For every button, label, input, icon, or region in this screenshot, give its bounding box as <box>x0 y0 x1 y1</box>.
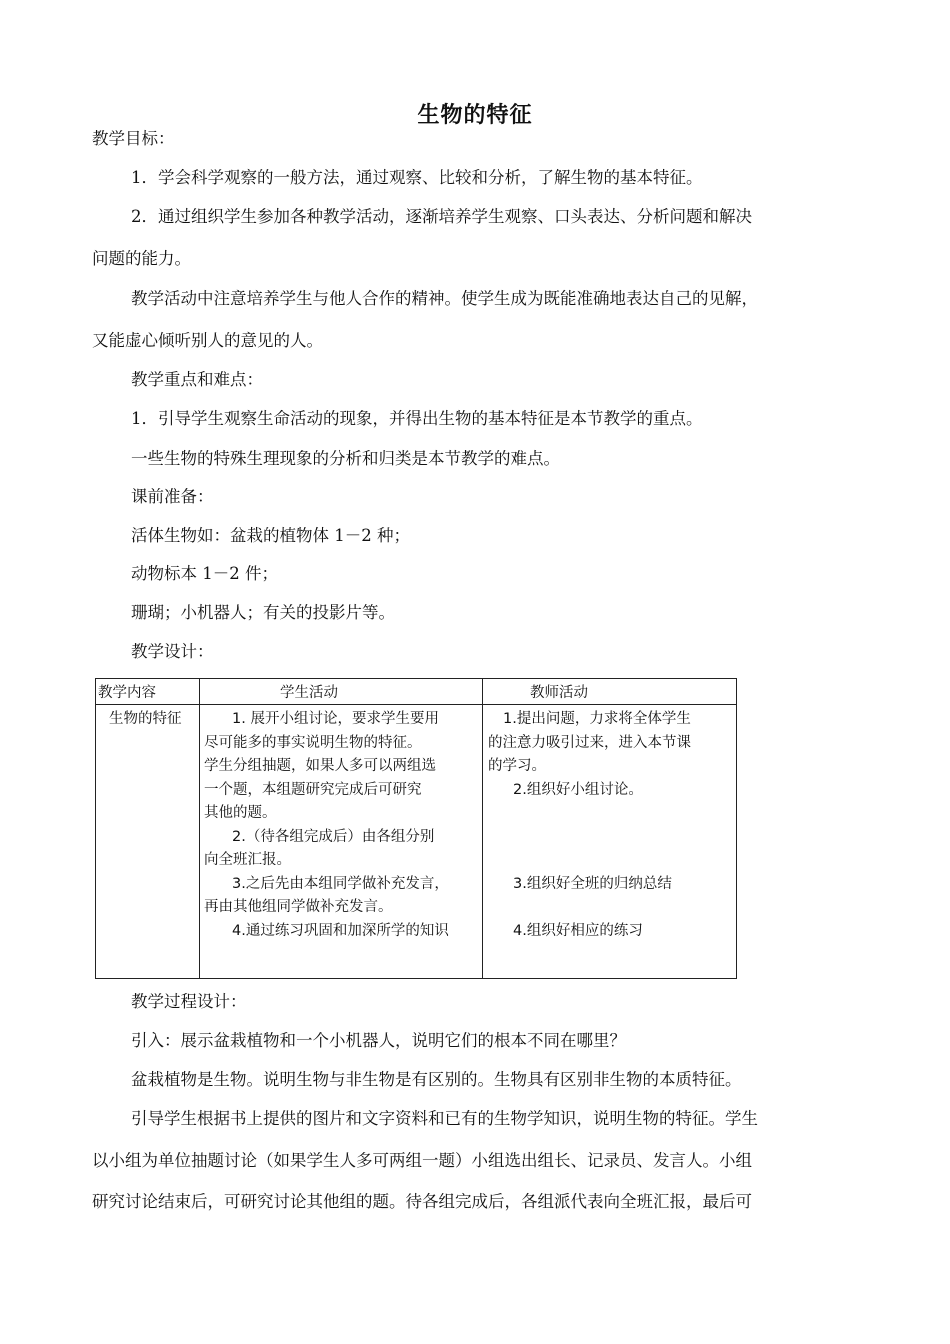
guide-line-1: 引导学生根据书上提供的图片和文字资料和已有的生物学知识，说明生物的特征。学生 <box>131 1109 758 1128</box>
teacher-spacer <box>488 896 736 920</box>
design-heading: 教学设计： <box>131 642 214 661</box>
table-row <box>96 705 737 979</box>
goal-3-line-2: 又能虚心倾听别人的意见的人。 <box>92 331 323 350</box>
key-heading: 教学重点和难点： <box>131 370 263 389</box>
goal-2-line-2: 问题的能力。 <box>92 249 191 268</box>
content-text: 生物的特征 <box>109 711 182 727</box>
prep-item-2: 动物标本 1－2 件； <box>131 564 278 583</box>
student-line: 其他的题。 <box>204 805 277 821</box>
teacher-line: 3.组织好全班的归纳总结 <box>513 875 672 892</box>
goal-3-line-1: 教学活动中注意培养学生与他人合作的精神。使学生成为既能准确地表达自己的见解， <box>131 289 758 308</box>
prep-heading: 课前准备： <box>131 487 214 506</box>
header-student-label: 学生活动 <box>280 685 338 701</box>
student-line: 3.之后先由本组同学做补充发言， <box>232 875 449 892</box>
guide-line-2: 以小组为单位抽题讨论（如果学生人多可两组一题）小组选出组长、记录员、发言人。小组 <box>92 1151 752 1170</box>
student-line: 向全班汇报。 <box>204 852 291 868</box>
content-cell <box>96 705 200 979</box>
teacher-spacer <box>488 849 736 873</box>
prep-item-1: 活体生物如：盆栽的植物体 1－2 种； <box>131 526 410 545</box>
header-student <box>200 679 483 705</box>
prep-item-3: 珊瑚；小机器人；有关的投影片等。 <box>131 603 395 622</box>
student-line: 2.（待各组完成后）由各组分别 <box>232 828 435 845</box>
teaching-design-table <box>95 678 737 979</box>
key-point-2: 一些生物的特殊生理现象的分析和归类是本节教学的难点。 <box>131 449 560 468</box>
teacher-activity-cell <box>483 705 737 979</box>
header-content-label: 教学内容 <box>98 685 156 701</box>
student-line: 学生分组抽题，如果人多可以两组选 <box>204 758 436 774</box>
student-activity-cell <box>200 705 483 979</box>
teacher-line: 2.组织好小组讨论。 <box>513 781 643 798</box>
header-content <box>96 679 200 705</box>
intro-paragraph: 引入：展示盆栽植物和一个小机器人，说明它们的根本不同在哪里？ <box>131 1031 626 1050</box>
key-point-1: 1．引导学生观察生命活动的现象，并得出生物的基本特征是本节教学的重点。 <box>131 409 703 428</box>
teacher-line: 4.组织好相应的练习 <box>513 922 643 939</box>
goal-2-line-1: 2．通过组织学生参加各种教学活动，逐渐培养学生观察、口头表达、分析问题和解决 <box>131 207 752 226</box>
teacher-line: 1.提出问题，力求将全体学生 <box>503 711 691 727</box>
goal-1: 1．学会科学观察的一般方法，通过观察、比较和分析，了解生物的基本特征。 <box>131 168 703 187</box>
header-teacher <box>483 679 737 705</box>
plant-paragraph: 盆栽植物是生物。说明生物与非生物是有区别的。生物具有区别非生物的本质特征。 <box>131 1070 742 1089</box>
process-heading: 教学过程设计： <box>131 992 247 1011</box>
student-line: 再由其他组同学做补充发言。 <box>204 899 393 915</box>
goals-heading: 教学目标： <box>92 129 175 148</box>
teacher-spacer <box>488 826 736 850</box>
student-line: 尽可能多的事实说明生物的特征。 <box>204 734 422 751</box>
page-title: 生物的特征 <box>417 103 533 128</box>
teacher-line: 的注意力吸引过来，进入本节课 <box>488 734 691 751</box>
guide-line-3: 研究讨论结束后，可研究讨论其他组的题。待各组完成后，各组派代表向全班汇报，最后可 <box>92 1192 752 1211</box>
student-line: 一个题，本组题研究完成后可研究 <box>204 781 422 798</box>
teacher-spacer <box>488 802 736 826</box>
table-header-row <box>96 679 737 705</box>
header-teacher-label: 教师活动 <box>530 685 588 701</box>
student-line: 1. 展开小组讨论，要求学生要用 <box>232 711 439 727</box>
teacher-line: 的学习。 <box>488 758 546 774</box>
student-line: 4.通过练习巩固和加深所学的知识 <box>232 922 449 939</box>
